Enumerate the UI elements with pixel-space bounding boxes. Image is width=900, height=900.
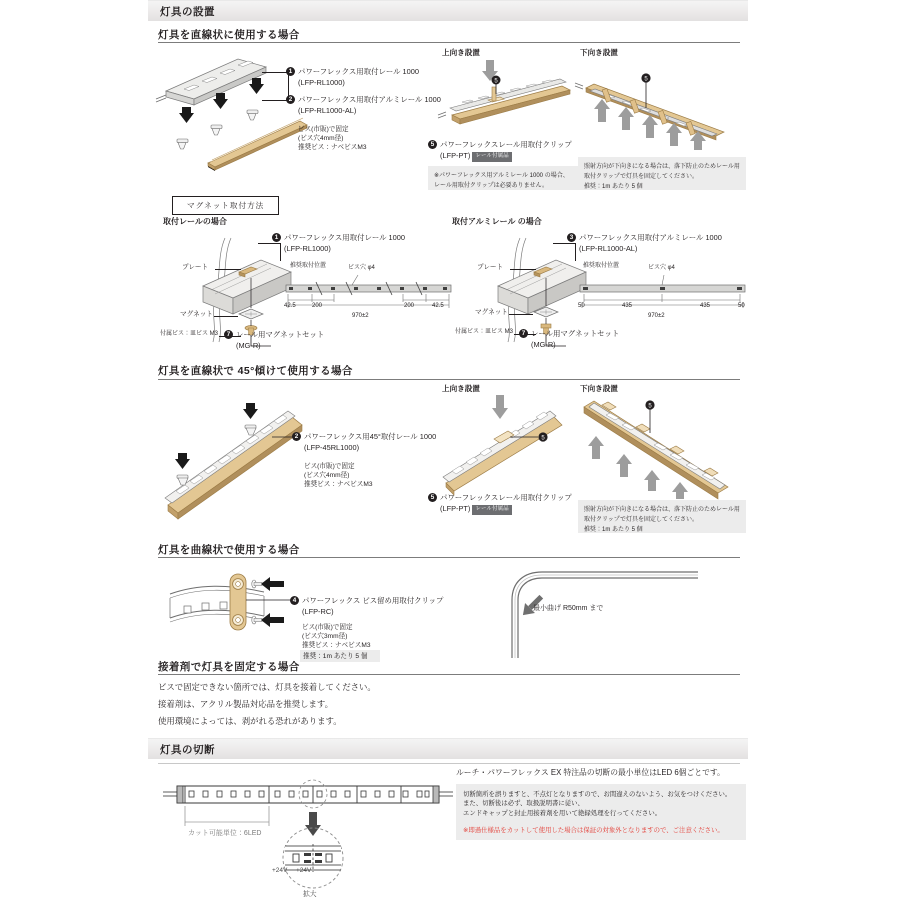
label-magnet-right: マグネット — [475, 309, 508, 316]
item-1-code: (LFP-RL1000) — [298, 78, 345, 87]
label-plate-left: プレート — [182, 264, 209, 271]
cutting-note-3: エンドキャップと封止用接着剤を用いて絶縁処理を行ってください。 — [463, 809, 662, 817]
screw-note-3-line1: ビス(市販)で固定 — [302, 624, 353, 631]
magnet-set-name-right: レール用マグネットセット — [531, 329, 620, 338]
divider-straight — [158, 42, 740, 43]
note-downward-text-2: 照射方向が下向きになる場合は、落下防止のためレール用取付クリップで灯具を固定してください。 — [584, 507, 740, 523]
leader-plate-right — [510, 269, 536, 270]
magnet-alu-item-code: (LFP-RL1000-AL) — [579, 244, 638, 253]
item-2-name: パワーフレックス用取付アルミレール 1000 — [298, 95, 441, 104]
label-magnet-left: マグネット — [180, 311, 213, 318]
item-45deg-clip-badge: レール付属品 — [472, 505, 511, 515]
label-recommended-pos-left: 推奨取付位置 — [290, 263, 327, 269]
item-45deg-clip-code — [440, 504, 512, 515]
screw-note-3-line2: (ビス穴3mm径) — [302, 633, 348, 640]
cutting-note-2: また、切断後は必ず、取扱説明書に従い、 — [463, 800, 584, 808]
leader-magnet-left — [214, 316, 238, 317]
illustration-45deg-upward — [438, 395, 573, 495]
dim-rail-total: 970±2 — [352, 313, 369, 319]
note-downward-install-1 — [578, 157, 746, 190]
caption-downward-install-2: 下向き設置 — [580, 384, 618, 393]
illustration-min-bend — [498, 558, 718, 663]
dimension-drawing-rail — [286, 272, 451, 314]
adhesive-line-3: 使用環境によっては、剥がれる恐れがあります。 — [158, 716, 342, 726]
cutting-warning-text: ※即過仕様品をカットして使用した場合は保証の対象外となりますので、ご注意ください。 — [463, 827, 724, 834]
item-1-name: パワーフレックス用取付レール 1000 — [298, 67, 420, 76]
subheading-adhesive: 接着剤で灯具を固定する場合 — [158, 661, 300, 673]
item-45deg-clip-code-text: (LFP-PT) — [440, 504, 471, 513]
subheading-straight: 灯具を直線状に使用する場合 — [158, 29, 300, 41]
svg-text:5: 5 — [644, 76, 648, 83]
dim-alu-0: 50 — [578, 303, 585, 309]
callout-number-curve-clip: 4 — [290, 596, 299, 605]
leader-alu-item — [553, 243, 575, 244]
item-5-name: パワーフレックスレール用取付クリップ — [440, 140, 572, 149]
illustration-upward-install-1 — [440, 60, 575, 135]
leader-plate-left — [215, 269, 241, 270]
magnet-case-alu-label: 取付アルミレール の場合 — [452, 217, 542, 226]
magnet-set-code-right: (MG-R) — [531, 340, 556, 349]
label-recommended-pos-right: 推奨取付位置 — [583, 263, 620, 269]
magnet-rail-item-name: パワーフレックス用取付レール 1000 — [284, 233, 406, 242]
section-header-cutting — [148, 738, 748, 759]
label-screw-hole-right: ビス穴 φ4 — [648, 265, 675, 271]
cutting-warning-box — [456, 822, 746, 840]
dim-alu-2: 435 — [700, 303, 711, 309]
magnet-case-rail-label: 取付レールの場合 — [163, 217, 227, 226]
subheading-curve: 灯具を曲線状で使用する場合 — [158, 544, 300, 556]
dim-rail-0: 42.5 — [284, 303, 296, 309]
screw-note-2-line3: 推奨ビス：ナベビスM3 — [304, 481, 373, 488]
leader-line-item2 — [262, 100, 288, 101]
caption-upward-install-2: 上向き設置 — [442, 384, 480, 393]
svg-text:5: 5 — [648, 403, 652, 410]
note-downward-install-2 — [578, 500, 746, 533]
illustration-curve-clip — [168, 568, 308, 638]
divider-45deg — [158, 379, 740, 380]
dimension-drawing-alu — [580, 272, 745, 314]
item-45deg-clip-name: パワーフレックスレール用取付クリップ — [440, 493, 572, 502]
label-screw-hole-left: ビス穴 φ4 — [348, 265, 375, 271]
note-aluminium-rail-text: ※パワーフレックス用アルミレール 1000 の場合、レール用取付クリップは必要ありません。 — [434, 173, 569, 189]
dim-alu-1: 435 — [622, 303, 633, 309]
cutting-note-box — [456, 784, 746, 822]
note-downward-recommend-2: 推奨：1m あたり 5 個 — [584, 526, 643, 533]
dim-rail-2: 200 — [404, 303, 415, 309]
section-title-cutting: 灯具の切断 — [160, 744, 215, 756]
leader-rail-item-left-v — [280, 243, 281, 261]
min-bend-label: 最小曲げ R50mm まで — [533, 605, 604, 612]
item-5-badge: レール付属品 — [472, 152, 511, 162]
caption-upward-install-1: 上向き設置 — [442, 48, 480, 57]
screw-note-2-line1: ビス(市販)で固定 — [304, 463, 355, 470]
svg-text:5: 5 — [541, 435, 545, 442]
screw-note-2-line2: (ビス穴4mm径) — [304, 472, 350, 479]
svg-text:5: 5 — [494, 78, 498, 85]
adhesive-line-1: ビスで固定できない箇所では、灯具を接着してください。 — [158, 682, 376, 692]
note-downward-text-1: 照射方向が下向きになる場合は、落下防止のためレール用取付クリップで灯具を固定してください。 — [584, 164, 740, 180]
note-aluminium-rail — [428, 166, 578, 190]
curve-recommend-text: 推奨：1m あたり 5 個 — [303, 653, 368, 660]
callout-number-1: 1 — [286, 67, 295, 76]
callout-number-2: 2 — [286, 95, 295, 104]
caption-downward-install-1: 下向き設置 — [580, 48, 618, 57]
callout-number-5: 5 — [428, 140, 437, 149]
leader-magnet-right — [509, 314, 533, 315]
section-title-installation: 灯具の設置 — [160, 6, 215, 18]
callout-number-45deg-clip: 5 — [428, 493, 437, 502]
callout-number-magnet-alu: 3 — [567, 233, 576, 242]
adhesive-line-2: 接着剤は、アクリル製品対応品を推奨します。 — [158, 699, 333, 709]
dim-alu-3: 50 — [738, 303, 745, 309]
dim-alu-total: 970±2 — [648, 313, 665, 319]
screw-note-1-line3: 推奨ビス：ナベビスM3 — [298, 144, 367, 151]
screw-note-1-line2: (ビス穴4mm径) — [298, 135, 344, 142]
item-curve-clip-name: パワーフレックス ビス留め用取付クリップ — [302, 596, 444, 605]
screw-note-3-line3: 推奨ビス：ナベビスM3 — [302, 642, 371, 649]
label-screw-right: 付属ビス：皿ビス M3 — [455, 329, 514, 335]
magnet-set-name-left: レール用マグネットセット — [236, 330, 325, 339]
section-header-installation — [148, 0, 748, 21]
item-curve-clip-code: (LFP-RC) — [302, 607, 334, 616]
callout-number-magnet-set-right: 7 — [519, 329, 528, 338]
cutting-lead-text: ルーチ・パワーフレックス EX 特注品の切断の最小単位はLED 6個ごとです。 — [456, 768, 725, 777]
label-plate-right: プレート — [477, 264, 504, 271]
item-45deg-name: パワーフレックス用45°取付レール 1000 — [304, 432, 437, 441]
illustration-45deg-downward — [578, 393, 743, 503]
magnet-rail-item-code: (LFP-RL1000) — [284, 244, 331, 253]
subheading-45deg: 灯具を直線状で 45°傾けて使用する場合 — [158, 365, 353, 377]
illustration-downward-install-1 — [578, 58, 738, 153]
voltage-label-right: +24V — [296, 867, 312, 874]
callout-number-magnet-rail: 1 — [272, 233, 281, 242]
illustration-45deg-rail — [160, 395, 320, 520]
item-5-code — [440, 151, 512, 162]
screw-note-1-line1: ビス(市販)で固定 — [298, 126, 349, 133]
divider-cutting — [158, 763, 740, 764]
leader-line-item1 — [262, 72, 288, 73]
label-screw-left: 付属ビス：皿ビス M3 — [160, 331, 219, 337]
magnify-label: 拡大 — [303, 891, 317, 898]
magnet-method-title: マグネット取付方法 — [172, 196, 279, 215]
divider-adhesive — [158, 674, 740, 675]
leader-alu-item-v — [575, 243, 576, 261]
item-45deg-code: (LFP-45RL1000) — [304, 443, 360, 452]
note-downward-recommend-1: 推奨：1m あたり 5 個 — [584, 183, 643, 190]
callout-number-45deg: 2 — [292, 432, 301, 441]
callout-number-magnet-set-left: 7 — [224, 330, 233, 339]
leader-rail-item-left — [258, 243, 280, 244]
magnet-alu-item-name: パワーフレックス用取付アルミレール 1000 — [579, 233, 722, 242]
voltage-label-left: +24V — [272, 867, 288, 874]
dim-rail-3: 42.5 — [432, 303, 444, 309]
cutting-note-1: 切断箇所を誤りますと、不点灯となりますので、お間違えのないよう、お気をつけください。 — [463, 791, 732, 798]
dim-rail-1: 200 — [312, 303, 323, 309]
cut-unit-label: カット可能単位：6LED — [188, 830, 262, 837]
item-5-code-text: (LFP-PT) — [440, 151, 471, 160]
item-2-code: (LFP-RL1000-AL) — [298, 106, 357, 115]
magnet-set-code-left: (MG-R) — [236, 341, 261, 350]
